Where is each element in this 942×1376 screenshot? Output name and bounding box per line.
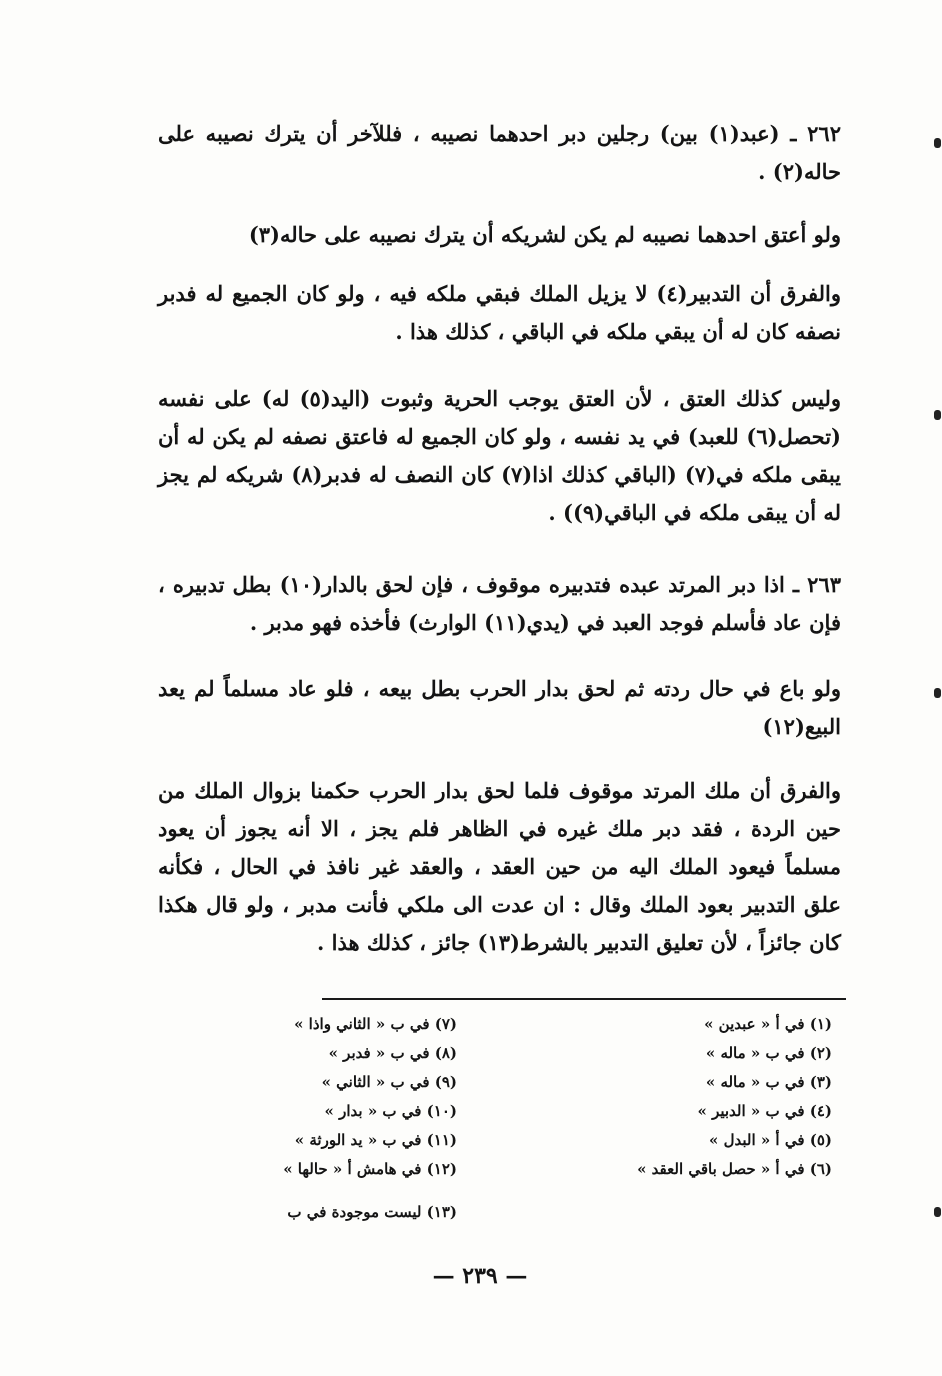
footnote-9: (٩) في ب « الثاني » xyxy=(321,1073,457,1091)
edge-mark-lower xyxy=(934,688,941,698)
paragraph-sale-apostate: ولو باع في حال ردته ثم لحق بدار الحرب بطل بيعه ، فلو عاد مسلماً لم يعد البيع(١٢) xyxy=(158,676,841,739)
footnote-separator xyxy=(322,998,846,1000)
footnote-12: (١٢) في هامش أ « حالها » xyxy=(283,1160,457,1178)
footnote-3: (٣) في ب « ماله » xyxy=(705,1073,832,1091)
paragraph-262: ٢٦٢ ـ (عبد(١) بين) رجلين دبر احدهما نصيبه ، فللآخر أن يترك نصيبه على حاله(٢) . xyxy=(158,121,841,184)
footnote-10: (١٠) في ب « بدار » xyxy=(324,1102,457,1120)
footnote-6: (٦) في أ « حصل باقي العقد » xyxy=(637,1160,832,1178)
edge-mark-middle xyxy=(934,410,941,420)
page-number: — ٢٣٩ — xyxy=(432,1263,528,1289)
footnote-11: (١١) في ب « يد الورثة » xyxy=(294,1131,457,1149)
footnote-13: (١٣) ليست موجودة في ب xyxy=(287,1203,457,1221)
footnote-5: (٥) في أ « البدل » xyxy=(708,1131,832,1149)
paragraph-emancipation: وليس كذلك العتق ، لأن العتق يوجب الحرية وثبوت (اليد(٥) له) على نفسه (تحصل(٦) للعبد) في يد نفسه ، ولو كان الجميع له فاعتق نصفه لم يكن له أن يبقى ملكه في(٧) (الباقي كذلك اذا(٧) كان النصف له فدبر(٨) شريكه لم يجز له أن يبقى ملكه في الباقي(٩)) . xyxy=(158,386,842,525)
footnote-2: (٢) في ب « ماله » xyxy=(705,1044,832,1062)
edge-mark-bottom xyxy=(934,1207,941,1217)
edge-mark-top xyxy=(934,138,941,148)
footnote-8: (٨) في ب « فدبر » xyxy=(328,1044,457,1062)
paragraph-difference-apostate: والفرق أن ملك المرتد موقوف فلما لحق بدار الحرب حكمنا بزوال الملك من حين الردة ، فقد دبر ملك غيره في الظاهر فلم يجز ، الا أنه يجوز أن يعود مسلماً فيعود الملك اليه من حين العقد ، والعقد غير نافذ في الحال ، فكأنه علق التدبير بعود الملك وقال : ان عدت الى ملكي فأنت مدبر ، ولو قال هكذا كان جائزاً ، لأن تعليق التدبير بالشرط(١٣) جائز ، كذلك هذا . xyxy=(158,778,841,955)
footnote-1: (١) في أ « عبدين » xyxy=(704,1015,832,1033)
paragraph-difference-tadbir: والفرق أن التدبير(٤) لا يزيل الملك فبقي ملكه فيه ، ولو كان الجميع له فدبر نصفه كان له أن يبقي ملكه في الباقي ، كذلك هذا . xyxy=(158,281,841,344)
footnote-4: (٤) في ب « الدبير » xyxy=(697,1102,832,1120)
footnote-7: (٧) في ب « الثاني واذا » xyxy=(294,1015,457,1033)
paragraph-free-emancipation: ولو أعتق احدهما نصيبه لم يكن لشريكه أن يترك نصيبه على حاله(٣) xyxy=(248,222,841,247)
paragraph-263: ٢٦٣ ـ اذا دبر المرتد عبده فتدبيره موقوف ، فإن لحق بالدار(١٠) بطل تدبيره ، فإن عاد فأسلم فوجد العبد في (يدي(١١) الوارث) فأخذه فهو مدبر . xyxy=(158,572,842,635)
